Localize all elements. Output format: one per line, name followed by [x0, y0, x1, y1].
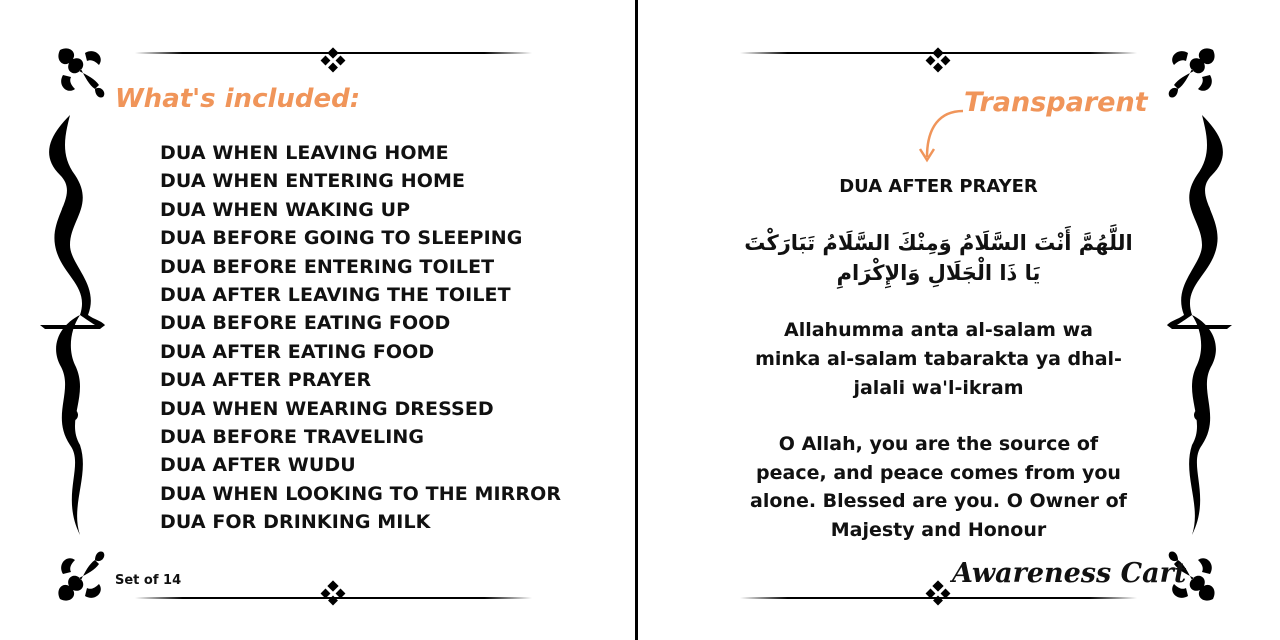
arabic-line: اللَّهُمَّ أَنْتَ السَّلَامُ وَمِنْكَ السَّلَامُ تَبَارَكْتَ [744, 231, 1133, 255]
vertical-flourish-icon [1162, 115, 1232, 540]
list-item: DUA BEFORE ENTERING TOILET [160, 255, 495, 278]
list-item: DUA WHEN LOOKING TO THE MIRROR [160, 482, 562, 505]
diamond-ornament-icon [320, 47, 346, 73]
set-count-label: Set of 14 [115, 573, 182, 588]
arabic-line: يَا ذَا الْجَلَالِ وَالإِكْرَامِ [836, 261, 1041, 285]
corner-ornament-icon [1162, 45, 1218, 101]
list-item: DUA AFTER EATING FOOD [160, 340, 435, 363]
list-item: DUA WHEN LEAVING HOME [160, 142, 449, 164]
diamond-ornament-icon [320, 580, 346, 606]
vertical-flourish-icon [40, 115, 110, 540]
meaning: O Allah, you are the source of peace, and peace comes from you alone. Blessed are you. O Owner of Majesty and Honour [750, 433, 1127, 541]
corner-ornament-icon [55, 548, 111, 604]
arabic-text [740, 228, 1137, 288]
panel-divider [635, 0, 638, 640]
diamond-ornament-icon [925, 47, 951, 73]
diamond-ornament-icon [925, 580, 951, 606]
list-item: DUA FOR DRINKING MILK [160, 511, 431, 534]
brand-signature: Awareness Cart [952, 558, 1187, 589]
list-item: DUA WHEN WAKING UP [160, 198, 411, 221]
list-item: DUA BEFORE GOING TO SLEEPING [160, 227, 523, 250]
list-item: DUA AFTER PRAYER [160, 369, 372, 392]
curved-arrow-icon [915, 105, 965, 165]
whats-included-title: What's included: [115, 84, 361, 114]
list-item: DUA AFTER WUDU [160, 454, 356, 477]
list-item: DUA BEFORE TRAVELING [160, 426, 425, 449]
dua-list [160, 139, 561, 537]
list-item: DUA BEFORE EATING FOOD [160, 312, 451, 335]
dua-heading: DUA AFTER PRAYER [839, 176, 1038, 197]
transparent-callout: Transparent [964, 87, 1148, 118]
transliteration: Allahumma anta al-salam wa minka al-salam tabarakta ya dhal-jalali wa'l-ikram [755, 319, 1122, 399]
corner-ornament-icon [55, 45, 111, 101]
list-item: DUA WHEN ENTERING HOME [160, 170, 466, 193]
list-item: DUA AFTER LEAVING THE TOILET [160, 284, 511, 307]
list-item: DUA WHEN WEARING DRESSED [160, 397, 494, 420]
